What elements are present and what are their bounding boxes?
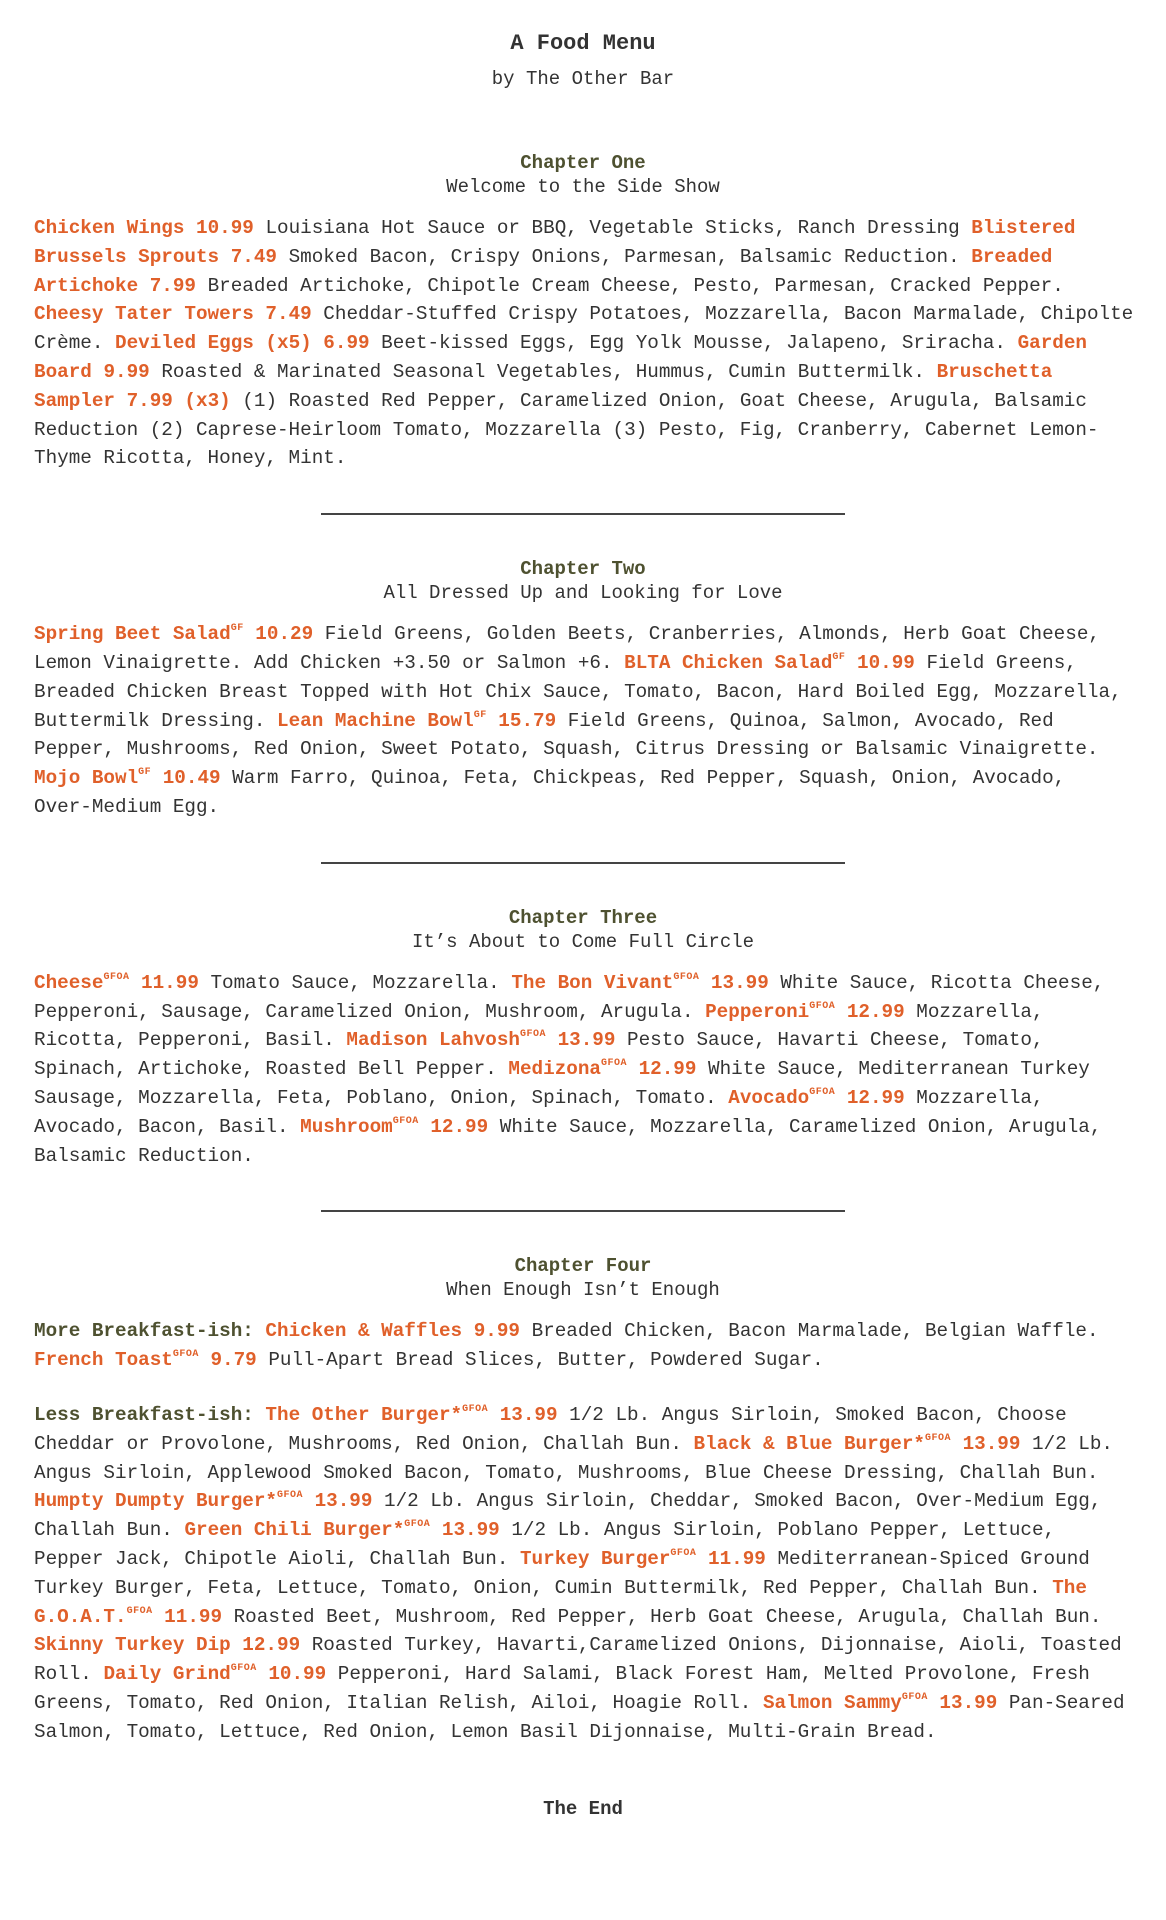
item-price: 10.49: [162, 767, 221, 790]
item-price: 12.99: [846, 1086, 905, 1109]
item-price: 12.99: [638, 1058, 697, 1081]
menu-subtitle: by The Other Bar: [491, 68, 675, 90]
item-name: Chicken Wings: [34, 217, 185, 239]
chapter-heading: [0, 557, 1166, 605]
section-divider: [321, 513, 845, 515]
item-price: 13.99: [441, 1519, 500, 1542]
item-description: Mozzarella, Ricotta, Pepperoni, Basil.: [34, 1000, 1044, 1052]
item-name: BLTA Chicken Salad: [624, 651, 833, 674]
item-price: 12.99: [430, 1115, 489, 1138]
item-price: 6.99: [323, 332, 370, 355]
dietary-tag: GFOA: [230, 1663, 257, 1675]
item-description: Mozzarella, Avocado, Bacon, Basil.: [34, 1086, 1044, 1138]
item-name: Cheese: [34, 971, 104, 994]
dietary-tag: GFOA: [126, 1605, 153, 1617]
dietary-tag: GFOA: [103, 971, 130, 983]
item-description: White Sauce, Mozzarella, Caramelized Onion, Arugula, Balsamic Reduction.: [34, 1115, 1102, 1167]
menu-item: [265, 1320, 1098, 1342]
item-price: 12.99: [242, 1634, 301, 1657]
item-price: 9.79: [210, 1349, 257, 1372]
item-name: The G.O.A.T.: [34, 1576, 1087, 1628]
item-description: Roasted Beet, Mushroom, Red Pepper, Herb Goat Cheese, Arugula, Challah Bun.: [233, 1605, 1102, 1628]
item-name: Madison Lahvosh: [346, 1029, 520, 1052]
item-price: 15.79: [498, 709, 557, 732]
item-name: Turkey Burger: [519, 1547, 671, 1570]
chapter-heading: [0, 906, 1166, 954]
menu-paragraph: [34, 620, 1134, 822]
item-price: 7.99: [149, 274, 197, 297]
item-description: Pan-Seared Salmon, Tomato, Lettuce, Red Onion, Lemon Basil Dijonnaise, Multi-Grain Bread.: [34, 1691, 1125, 1743]
group-label: More Breakfast-ish:: [34, 1320, 254, 1343]
item-description: Roasted & Marinated Seasonal Vegetables, Hummus, Cumin Buttermilk.: [161, 360, 925, 383]
item-description: 1/2 Lb. Angus Sirloin, Smoked Bacon, Choose Cheddar or Provolone, Mushrooms, Red Onion, Challah Bun.: [34, 1403, 1067, 1455]
item-name: Garden Board: [34, 332, 1088, 383]
item-name: Mushroom: [300, 1115, 393, 1138]
group-label: Less Breakfast-ish:: [34, 1403, 254, 1426]
dietary-tag: GF: [230, 623, 244, 635]
dietary-tag: GFOA: [462, 1403, 489, 1415]
chapter-heading: [0, 151, 1166, 199]
dietary-tag: GF: [473, 709, 487, 721]
dietary-tag: GFOA: [809, 1000, 836, 1012]
item-description: Roasted Turkey, Havarti,Caramelized Onions, Dijonnaise, Aioli, Toasted Roll.: [34, 1634, 1122, 1686]
item-name: Breaded Artichoke: [34, 245, 1053, 297]
item-name: The Bon Vivant: [511, 971, 674, 994]
item-name: Blistered Brussels Sprouts: [34, 217, 1076, 268]
dietary-tag: GFOA: [673, 971, 700, 983]
item-name: Spring Beet Salad: [34, 623, 231, 646]
item-description: Smoked Bacon, Crispy Onions, Parmesan, Balsamic Reduction.: [288, 245, 960, 268]
chapter-section: [0, 906, 1166, 1171]
chapter-subtitle: It’s About to Come Full Circle: [411, 930, 755, 953]
item-name: Cheesy Tater Towers: [34, 303, 254, 326]
menu-paragraph: [34, 1317, 1134, 1375]
dietary-tag: GFOA: [924, 1432, 951, 1444]
chapters-container: [0, 151, 1166, 1746]
dietary-tag: GFOA: [172, 1349, 199, 1361]
item-name: Salmon Sammy: [762, 1691, 902, 1714]
item-description: White Sauce, Ricotta Cheese, Pepperoni, Sausage, Caramelized Onion, Mushroom, Arugula.: [34, 971, 1105, 1023]
item-price: 7.49: [230, 245, 278, 268]
chapter-title: Chapter Three: [508, 906, 658, 929]
item-name: Green Chili Burger*: [184, 1519, 405, 1542]
item-description: Beet-kissed Eggs, Egg Yolk Mousse, Jalapeno, Sriracha.: [381, 332, 1006, 355]
menu-paragraph: [34, 969, 1134, 1171]
item-price: 13.99: [499, 1403, 558, 1426]
item-price: 13.99: [557, 1029, 616, 1052]
item-name: Humpty Dumpty Burger*: [34, 1490, 277, 1513]
item-description: Field Greens, Golden Beets, Cranberries, Almonds, Herb Goat Cheese, Lemon Vinaigrette. Add Chicken +3.50 or Salmon +6.: [34, 623, 1100, 674]
the-end: The End: [543, 1798, 623, 1821]
item-description: (1) Roasted Red Pepper, Caramelized Onion, Goat Cheese, Arugula, Balsamic Reduction (2) Caprese-Heirloom Tomato, Mozzarella (3) Pesto, Fig, Cranberry, Cabernet Lemon-Thyme Ricotta, Honey, Mint.: [34, 389, 1099, 470]
item-name: Deviled Eggs (x5): [115, 332, 312, 355]
item-name: Pepperoni: [705, 1000, 810, 1023]
item-price: 10.29: [255, 623, 314, 646]
chapter-subtitle: When Enough Isn’t Enough: [446, 1279, 720, 1302]
chapter-subtitle: All Dressed Up and Looking for Love: [383, 582, 783, 605]
item-name: Lean Machine Bowl: [277, 709, 474, 732]
item-name: Black & Blue Burger*: [693, 1432, 925, 1455]
item-price: 10.99: [268, 1663, 327, 1686]
item-description: White Sauce, Mediterranean Turkey Sausage, Mozzarella, Feta, Poblano, Onion, Spinach, Tomato.: [34, 1058, 1090, 1109]
chapter-title: Chapter Two: [520, 558, 646, 581]
chapter-section: [0, 1254, 1166, 1746]
section-divider: [321, 862, 845, 864]
item-name: French Toast: [34, 1349, 173, 1372]
chapter-title: Chapter Four: [514, 1255, 652, 1278]
dietary-tag: GFOA: [404, 1519, 431, 1531]
item-name: Mojo Bowl: [34, 767, 139, 790]
item-name: Chicken & Waffles: [265, 1320, 463, 1343]
item-price: 7.99 (x3): [126, 389, 231, 412]
item-description: 1/2 Lb. Angus Sirloin, Cheddar, Smoked Bacon, Over-Medium Egg, Challah Bun.: [34, 1490, 1102, 1542]
chapter-section: [0, 557, 1166, 822]
item-price: 11.99: [708, 1547, 766, 1570]
item-description: Mediterranean-Spiced Ground Turkey Burger, Feta, Lettuce, Tomato, Onion, Cumin Buttermilk, Red Pepper, Challah Bun.: [34, 1547, 1090, 1599]
menu-item: [34, 217, 960, 239]
chapter-title: Chapter One: [520, 152, 646, 174]
item-name: The Other Burger*: [265, 1403, 463, 1426]
item-price: 11.99: [164, 1605, 223, 1628]
item-price: 9.99: [103, 360, 150, 383]
item-price: 13.99: [939, 1691, 998, 1714]
menu-paragraph: [34, 1401, 1134, 1747]
item-description: Pepperoni, Hard Salami, Black Forest Ham, Melted Provolone, Fresh Greens, Tomato, Red Onion, Italian Relish, Ailoi, Hoagie Roll.: [34, 1663, 1090, 1714]
menu-paragraph: [34, 214, 1134, 473]
item-price: 13.99: [962, 1432, 1021, 1455]
item-price: 13.99: [710, 971, 769, 994]
dietary-tag: GFOA: [600, 1058, 627, 1070]
item-price: 13.99: [314, 1490, 373, 1513]
item-name: Skinny Turkey Dip: [34, 1634, 231, 1657]
item-price: 12.99: [846, 1000, 905, 1023]
item-description: Cheddar-Stuffed Crispy Potatoes, Mozzarella, Bacon Marmalade, Chipolte Crème.: [34, 303, 1134, 355]
menu-title: A Food Menu: [510, 31, 656, 56]
item-name: Daily Grind: [103, 1663, 231, 1686]
item-description: Warm Farro, Quinoa, Feta, Chickpeas, Red Pepper, Squash, Onion, Avocado, Over-Medium Egg.: [34, 767, 1066, 818]
dietary-tag: GF: [832, 651, 846, 663]
menu-item: [34, 767, 1065, 818]
item-description: Field Greens, Quinoa, Salmon, Avocado, Red Pepper, Mushrooms, Red Onion, Sweet Potato, Squash, Citrus Dressing or Balsamic Vinaigrette.: [34, 709, 1099, 761]
dietary-tag: GFOA: [519, 1029, 546, 1041]
dietary-tag: GF: [138, 767, 152, 779]
dietary-tag: GFOA: [901, 1691, 928, 1703]
chapter-section: [0, 151, 1166, 473]
item-description: Pesto Sauce, Havarti Cheese, Tomato, Spinach, Artichoke, Roasted Bell Pepper.: [34, 1029, 1044, 1081]
chapter-subtitle: Welcome to the Side Show: [446, 176, 720, 198]
item-description: 1/2 Lb. Angus Sirloin, Poblano Pepper, Lettuce, Pepper Jack, Chipotle Aioli, Challah Bun.: [34, 1519, 1056, 1570]
item-description: Louisiana Hot Sauce or BBQ, Vegetable Sticks, Ranch Dressing: [265, 217, 960, 239]
item-price: 9.99: [473, 1320, 520, 1343]
dietary-tag: GFOA: [809, 1086, 836, 1098]
menu-item: [34, 1349, 824, 1371]
item-price: 11.99: [141, 971, 199, 994]
item-description: Breaded Artichoke, Chipotle Cream Cheese, Pesto, Parmesan, Cracked Pepper.: [207, 274, 1064, 297]
dietary-tag: GFOA: [392, 1115, 419, 1127]
item-description: Pull-Apart Bread Slices, Butter, Powdered Sugar.: [268, 1349, 824, 1372]
item-name: Bruschetta Sampler: [34, 360, 1053, 412]
chapter-heading: [0, 1254, 1166, 1302]
item-price: 10.99: [857, 651, 915, 674]
item-description: 1/2 Lb. Angus Sirloin, Applewood Smoked Bacon, Tomato, Mushrooms, Blue Cheese Dressing, Challah Bun.: [34, 1432, 1113, 1484]
section-divider: [321, 1210, 845, 1212]
item-name: Avocado: [728, 1086, 810, 1109]
item-price: 10.99: [196, 217, 254, 239]
item-name: Medizona: [508, 1058, 601, 1081]
item-price: 7.49: [265, 303, 312, 326]
item-description: Breaded Chicken, Bacon Marmalade, Belgian Waffle.: [531, 1320, 1099, 1343]
dietary-tag: GFOA: [276, 1490, 303, 1502]
item-description: Field Greens, Breaded Chicken Breast Topped with Hot Chix Sauce, Tomato, Bacon, Hard Boiled Egg, Mozzarella, Buttermilk Dressing.: [34, 651, 1122, 732]
menu-item: [34, 972, 500, 994]
item-description: Tomato Sauce, Mozzarella.: [210, 971, 500, 994]
menu-item: [115, 332, 1006, 354]
dietary-tag: GFOA: [670, 1547, 697, 1559]
